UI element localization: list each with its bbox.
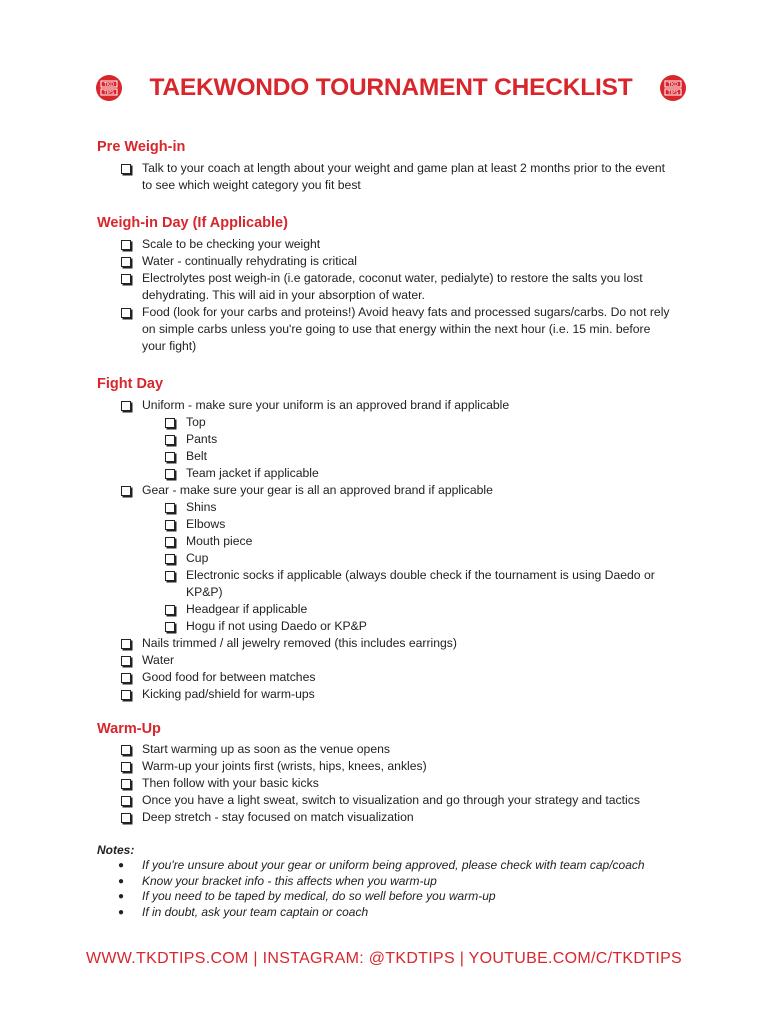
bullet-icon: ● [118,860,125,871]
checkbox-icon[interactable] [121,164,131,174]
section-heading-warm-up: Warm-Up [97,721,161,737]
checkbox-icon[interactable] [121,257,131,267]
checklist-subitem[interactable]: Team jacket if applicable [0,465,768,482]
checklist-item[interactable]: Water [0,652,768,669]
checkbox-icon[interactable] [121,308,131,318]
checklist-subitem[interactable]: Elbows [0,516,768,533]
checkbox-icon[interactable] [121,673,131,683]
checklist-item[interactable]: Good food for between matches [0,669,768,686]
checklist-item[interactable]: Start warming up as soon as the venue opens [0,741,768,758]
checkbox-icon[interactable] [121,779,131,789]
checklist-item[interactable]: Food (look for your carbs and proteins!) Avoid heavy fats and processed sugars/carbs. Do not rely on simple carbs unless you're going to use that energy within the next hour (i.e. 15 min. before your fight) [0,304,768,355]
checkbox-icon[interactable] [165,554,175,564]
checkbox-icon[interactable] [165,605,175,615]
checkbox-icon[interactable] [165,452,175,462]
checklist-subitem[interactable]: Belt [0,448,768,465]
title-row [96,70,686,106]
checkbox-icon[interactable] [121,401,131,411]
logo-text-top: TKD [667,82,679,88]
checklist-item[interactable]: Electrolytes post weigh-in (i.e gatorade, coconut water, pedialyte) to restore the salts you lost dehydrating. This will aid in your absorption of water. [0,270,768,304]
checkbox-icon[interactable] [121,274,131,284]
checkbox-icon[interactable] [165,418,175,428]
checklist-subitem[interactable]: Hogu if not using Daedo or KP&P [0,618,768,635]
checklist-item[interactable]: Once you have a light sweat, switch to visualization and go through your strategy and tactics [0,792,768,809]
tkd-tips-logo-icon [660,75,686,101]
checklist-item-gear[interactable]: Gear - make sure your gear is all an approved brand if applicable [0,482,768,499]
note-item: ● If you're unsure about your gear or uniform being approved, please check with team cap/coach [118,858,645,872]
checklist-subitem[interactable]: Mouth piece [0,533,768,550]
fight-day-list [0,397,768,703]
checklist-subitem[interactable]: Top [0,414,768,431]
logo-text-bottom: TIPS [103,90,115,96]
checklist-subitem[interactable]: Electronic socks if applicable (always double check if the tournament is using Daedo or KP&P) [0,567,768,601]
checkbox-icon[interactable] [121,813,131,823]
checklist-item[interactable]: Scale to be checking your weight [0,236,768,253]
checklist-item[interactable]: Deep stretch - stay focused on match visualization [0,809,768,826]
tkd-tips-logo-icon [96,75,122,101]
checklist-item[interactable]: Water - continually rehydrating is critical [0,253,768,270]
checklist-item[interactable]: Kicking pad/shield for warm-ups [0,686,768,703]
checklist-subitem[interactable]: Pants [0,431,768,448]
checklist-item[interactable]: Nails trimmed / all jewelry removed (this includes earrings) [0,635,768,652]
checklist-subitem[interactable]: Headgear if applicable [0,601,768,618]
checkbox-icon[interactable] [121,745,131,755]
section-heading-weigh-in-day: Weigh-in Day (If Applicable) [97,215,288,231]
notes-list [0,858,768,920]
checkbox-icon[interactable] [121,656,131,666]
checkbox-icon[interactable] [121,762,131,772]
bullet-icon: ● [118,875,125,887]
logo-text-bottom: TIPS [667,90,679,96]
checkbox-icon[interactable] [165,503,175,513]
section-heading-fight-day: Fight Day [97,376,164,392]
checkbox-icon[interactable] [165,469,175,479]
note-item: ● Know your bracket info - this affects when you warm-up [118,873,437,888]
page-title: TAEKWONDO TOURNAMENT CHECKLIST [149,74,633,101]
section-heading-pre-weigh-in: Pre Weigh-in [97,139,186,155]
notes-heading: Notes: [97,843,135,857]
checkbox-icon[interactable] [165,571,175,581]
logo-text-top: TKD [103,82,115,88]
checklist-subitem[interactable]: Cup [0,550,768,567]
checkbox-icon[interactable] [165,622,175,632]
checklist-subitem[interactable]: Shins [0,499,768,516]
bullet-icon: ● [118,906,125,918]
checkbox-icon[interactable] [165,520,175,530]
note-item: ● If in doubt, ask your team captain or coach [118,904,369,919]
checklist-item[interactable]: Warm-up your joints first (wrists, hips, knees, ankles) [0,758,768,775]
checkbox-icon[interactable] [121,690,131,700]
warm-up-list [0,741,768,826]
weigh-in-day-list [0,236,768,355]
checkbox-icon[interactable] [121,486,131,496]
checkbox-icon[interactable] [121,796,131,806]
checklist-item[interactable]: Then follow with your basic kicks [0,775,768,792]
pre-weigh-in-list [0,160,768,194]
checkbox-icon[interactable] [121,639,131,649]
checkbox-icon[interactable] [165,537,175,547]
note-item: ● If you need to be taped by medical, do so well before you warm-up [118,889,496,903]
checkbox-icon[interactable] [121,240,131,250]
footer-links: WWW.TKDTIPS.COM | INSTAGRAM: @TKDTIPS | YOUTUBE.COM/C/TKDTIPS [85,950,683,967]
checkbox-icon[interactable] [165,435,175,445]
bullet-icon: ● [118,891,125,902]
checklist-item-uniform[interactable]: Uniform - make sure your uniform is an approved brand if applicable [0,397,768,414]
checklist-item[interactable]: Talk to your coach at length about your weight and game plan at least 2 months prior to the event to see which weight category you fit best [0,160,768,194]
